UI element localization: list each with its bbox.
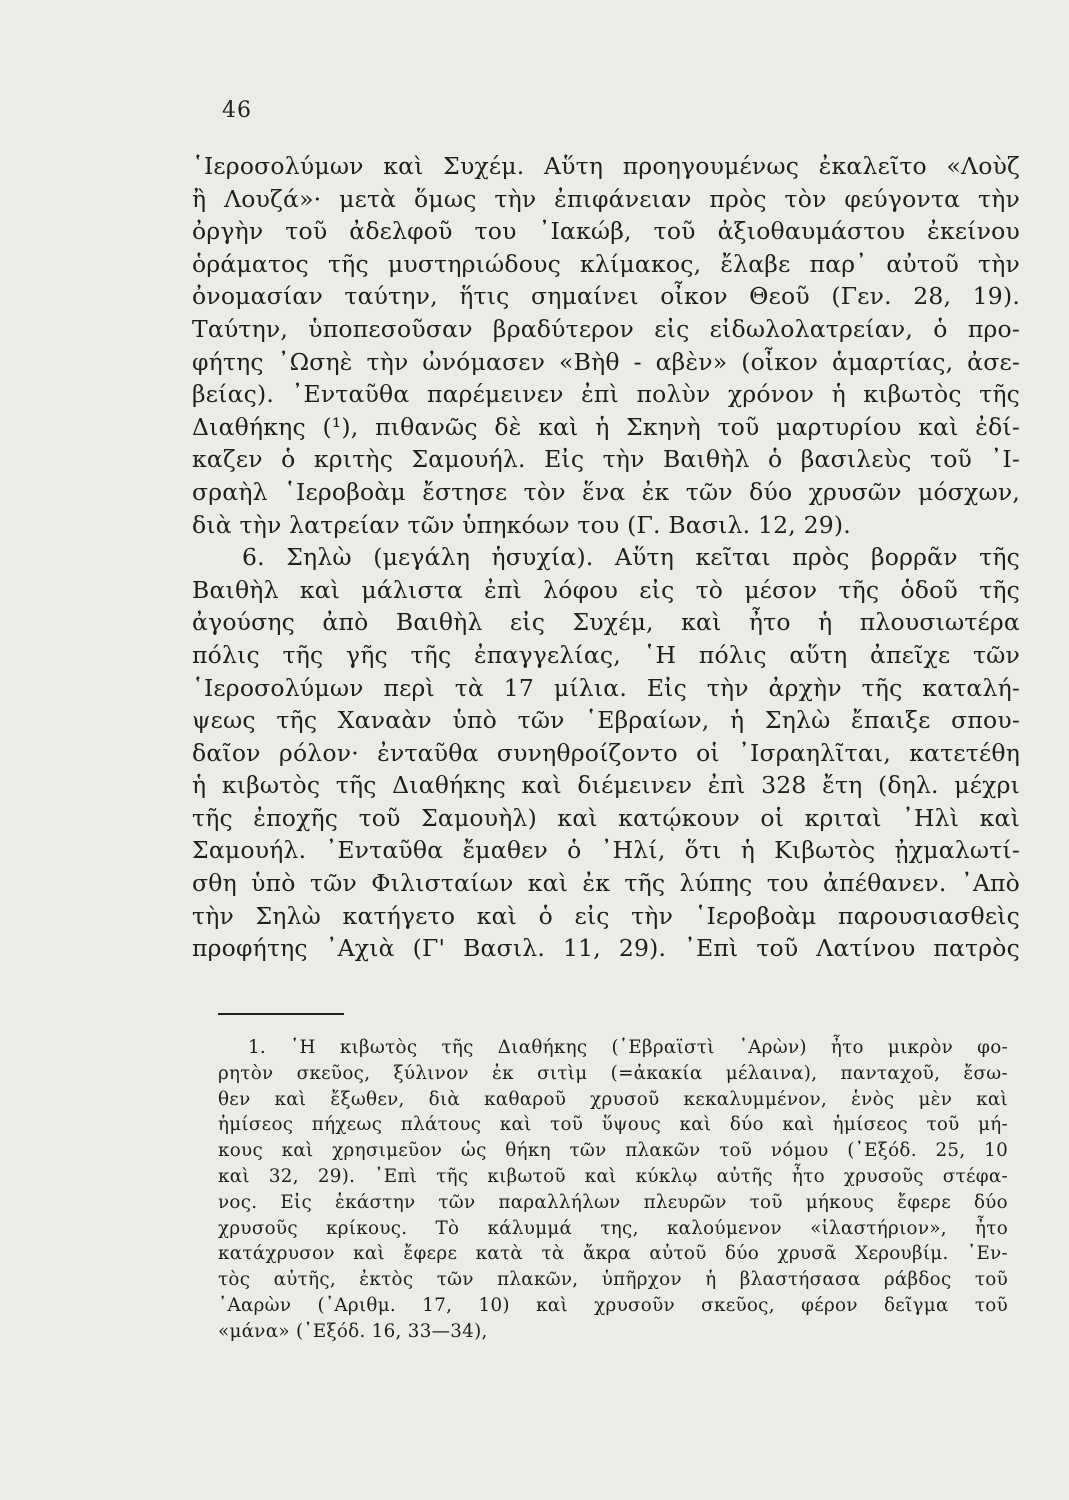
text-line: σραὴλ ῾Ιεροβοὰμ ἔστησε τὸν ἕνα ἐκ τῶν δύο χρυσῶν μόσχων, bbox=[192, 477, 1020, 506]
footnote-divider bbox=[218, 1013, 344, 1015]
footnote-line: νος. Εἰς ἑκάστην τῶν παραλλήλων πλευρῶν τοῦ μήκους ἔφερε δύο bbox=[218, 1191, 1008, 1213]
text-line: διὰ τὴν λατρείαν τῶν ὑπηκόων του (Γ. Βασιλ. 12, 29). bbox=[192, 510, 851, 539]
text-line: τὴν Σηλὼ κατήγετο καὶ ὁ εἰς τὴν ῾Ιεροβοὰμ παρουσιασθεὶς bbox=[192, 901, 1020, 930]
text-line: πόλις τῆς γῆς τῆς ἐπαγγελίας, ῾Η πόλις αὕτη ἀπεῖχε τῶν bbox=[192, 640, 1020, 669]
text-line: προφήτης ᾿Αχιὰ (Γ' Βασιλ. 11, 29). ᾿Επὶ τοῦ Λατίνου πατρὸς bbox=[192, 934, 1020, 963]
footnote-line: ἡμίσεος πήχεως πλάτους καὶ τοῦ ὕψους καὶ δύο καὶ ἡμίσεος τοῦ μή- bbox=[218, 1114, 1008, 1136]
text-line: καζεν ὁ κριτὴς Σαμουήλ. Εἰς τὴν Βαιθὴλ ὁ βασιλεὺς τοῦ ᾿Ι- bbox=[192, 445, 1020, 474]
text-line: ὁράματος τῆς μυστηριώδους κλίμακος, ἔλαβε παρ᾿ αὐτοῦ τὴν bbox=[192, 249, 1020, 278]
text-line: δαῖον ρόλον· ἐνταῦθα συνηθροίζοντο οἱ ᾿Ισραηλῖται, κατετέθη bbox=[192, 738, 1020, 767]
footnote-line: κους καὶ χρησιμεῦον ὡς θήκη τῶν πλακῶν τοῦ νόμου (᾿Εξόδ. 25, 10 bbox=[218, 1140, 1008, 1162]
text-line: Σαμουήλ. ᾿Ενταῦθα ἔμαθεν ὁ ᾿Ηλί, ὅτι ἡ Κιβωτὸς ᾐχμαλωτί- bbox=[192, 836, 1020, 865]
footnote bbox=[218, 1035, 1008, 1345]
footnote-line: ᾿Ααρὼν (᾿Αριθμ. 17, 10) καὶ χρυσοῦν σκεῦος, φέρον δεῖγμα τοῦ bbox=[218, 1294, 1008, 1316]
text-line: ῾Ιεροσολύμων καὶ Συχέμ. Αὕτη προηγουμένως ἐκαλεῖτο «Λοὺζ bbox=[192, 152, 1020, 180]
page-number: 46 bbox=[222, 98, 252, 123]
text-line: ὀργὴν τοῦ ἀδελφοῦ του ᾿Ιακώβ, τοῦ ἀξιοθαυμάστου ἐκείνου bbox=[192, 217, 1020, 246]
text-line: βείας). ᾿Ενταῦθα παρέμεινεν ἐπὶ πολὺν χρόνον ἡ κιβωτὸς τῆς bbox=[192, 380, 1020, 409]
text-line: ῾Ιεροσολύμων περὶ τὰ 17 μίλια. Εἰς τὴν ἀρχὴν τῆς καταλή- bbox=[192, 673, 1020, 702]
footnote-line: καὶ 32, 29). ᾿Επὶ τῆς κιβωτοῦ καὶ κύκλῳ αὐτῆς ἦτο χρυσοῦς στέφα- bbox=[218, 1165, 1008, 1187]
text-line: ψεως τῆς Χαναὰν ὑπὸ τῶν ῾Εβραίων, ἡ Σηλὼ ἔπαιξε σπου- bbox=[192, 706, 1020, 735]
text-line: τῆς ἐποχῆς τοῦ Σαμουὴλ) καὶ κατῴκουν οἱ κριταὶ ᾿Ηλὶ καὶ bbox=[192, 803, 1020, 832]
text-line: φήτης ᾿Ωσηὲ τὴν ὠνόμασεν «Βὴθ - αβὲν» (οἶκον ἁμαρτίας, ἀσε- bbox=[192, 347, 1020, 376]
footnote-line: κατάχρυσον καὶ ἔφερε κατὰ τὰ ἄκρα αὐτοῦ δύο χρυσᾶ Χερουβίμ. ᾿Εν- bbox=[218, 1243, 1008, 1265]
footnote-line: θεν καὶ ἔξωθεν, διὰ καθαροῦ χρυσοῦ κεκαλυμμένον, ἑνὸς μὲν καὶ bbox=[218, 1088, 1008, 1110]
text-line: ἀγούσης ἀπὸ Βαιθὴλ εἰς Συχέμ, καὶ ἦτο ἡ πλουσιωτέρα bbox=[192, 608, 1020, 637]
footnote-line: ρητὸν σκεῦος, ξύλινον ἐκ σιτὶμ (=ἀκακία μέλαινα), πανταχοῦ, ἔσω- bbox=[218, 1062, 1008, 1084]
text-line: Ταύτην, ὑποπεσοῦσαν βραδύτερον εἰς εἰδωλολατρείαν, ὁ προ- bbox=[192, 314, 1020, 343]
footnote-line: 1. ῾Η κιβωτὸς τῆς Διαθήκης (῾Εβραϊστὶ ᾿Αρὼν) ἦτο μικρὸν φο- bbox=[248, 1037, 1008, 1058]
footnote-line: χρυσοῦς κρίκους. Τὸ κάλυμμά της, καλούμενον «ἱλαστήριον», ἦτο bbox=[218, 1217, 1008, 1239]
text-line: ὀνομασίαν ταύτην, ἥτις σημαίνει οἶκον Θεοῦ (Γεν. 28, 19). bbox=[192, 282, 1020, 311]
footnote-line: «μάνα» (᾿Εξόδ. 16, 33—34), bbox=[218, 1320, 488, 1342]
text-line: σθη ὑπὸ τῶν Φιλισταίων καὶ ἐκ τῆς λύπης του ἀπέθανεν. ᾿Απὸ bbox=[192, 869, 1020, 898]
footnote-line: τὸς αὐτῆς, ἐκτὸς τῶν πλακῶν, ὑπῆρχον ἡ βλαστήσασα ράβδος τοῦ bbox=[218, 1269, 1008, 1291]
main-text bbox=[192, 150, 1020, 965]
text-line: ἢ Λουζά»· μετὰ ὅμως τὴν ἐπιφάνειαν πρὸς τὸν φεύγοντα τὴν bbox=[192, 184, 1020, 213]
text-line: Διαθήκης (¹), πιθανῶς δὲ καὶ ἡ Σκηνὴ τοῦ μαρτυρίου καὶ ἐδί- bbox=[192, 412, 1020, 441]
text-line: ἡ κιβωτὸς τῆς Διαθήκης καὶ διέμεινεν ἐπὶ 328 ἔτη (δηλ. μέχρι bbox=[192, 771, 1020, 800]
section-heading-line: 6. Σηλὼ (μεγάλη ἡσυχία). Αὕτη κεῖται πρὸς βορρᾶν τῆς bbox=[242, 543, 1020, 572]
text-line: Βαιθὴλ καὶ μάλιστα ἐπὶ λόφου εἰς τὸ μέσον τῆς ὁδοῦ τῆς bbox=[192, 575, 1020, 604]
